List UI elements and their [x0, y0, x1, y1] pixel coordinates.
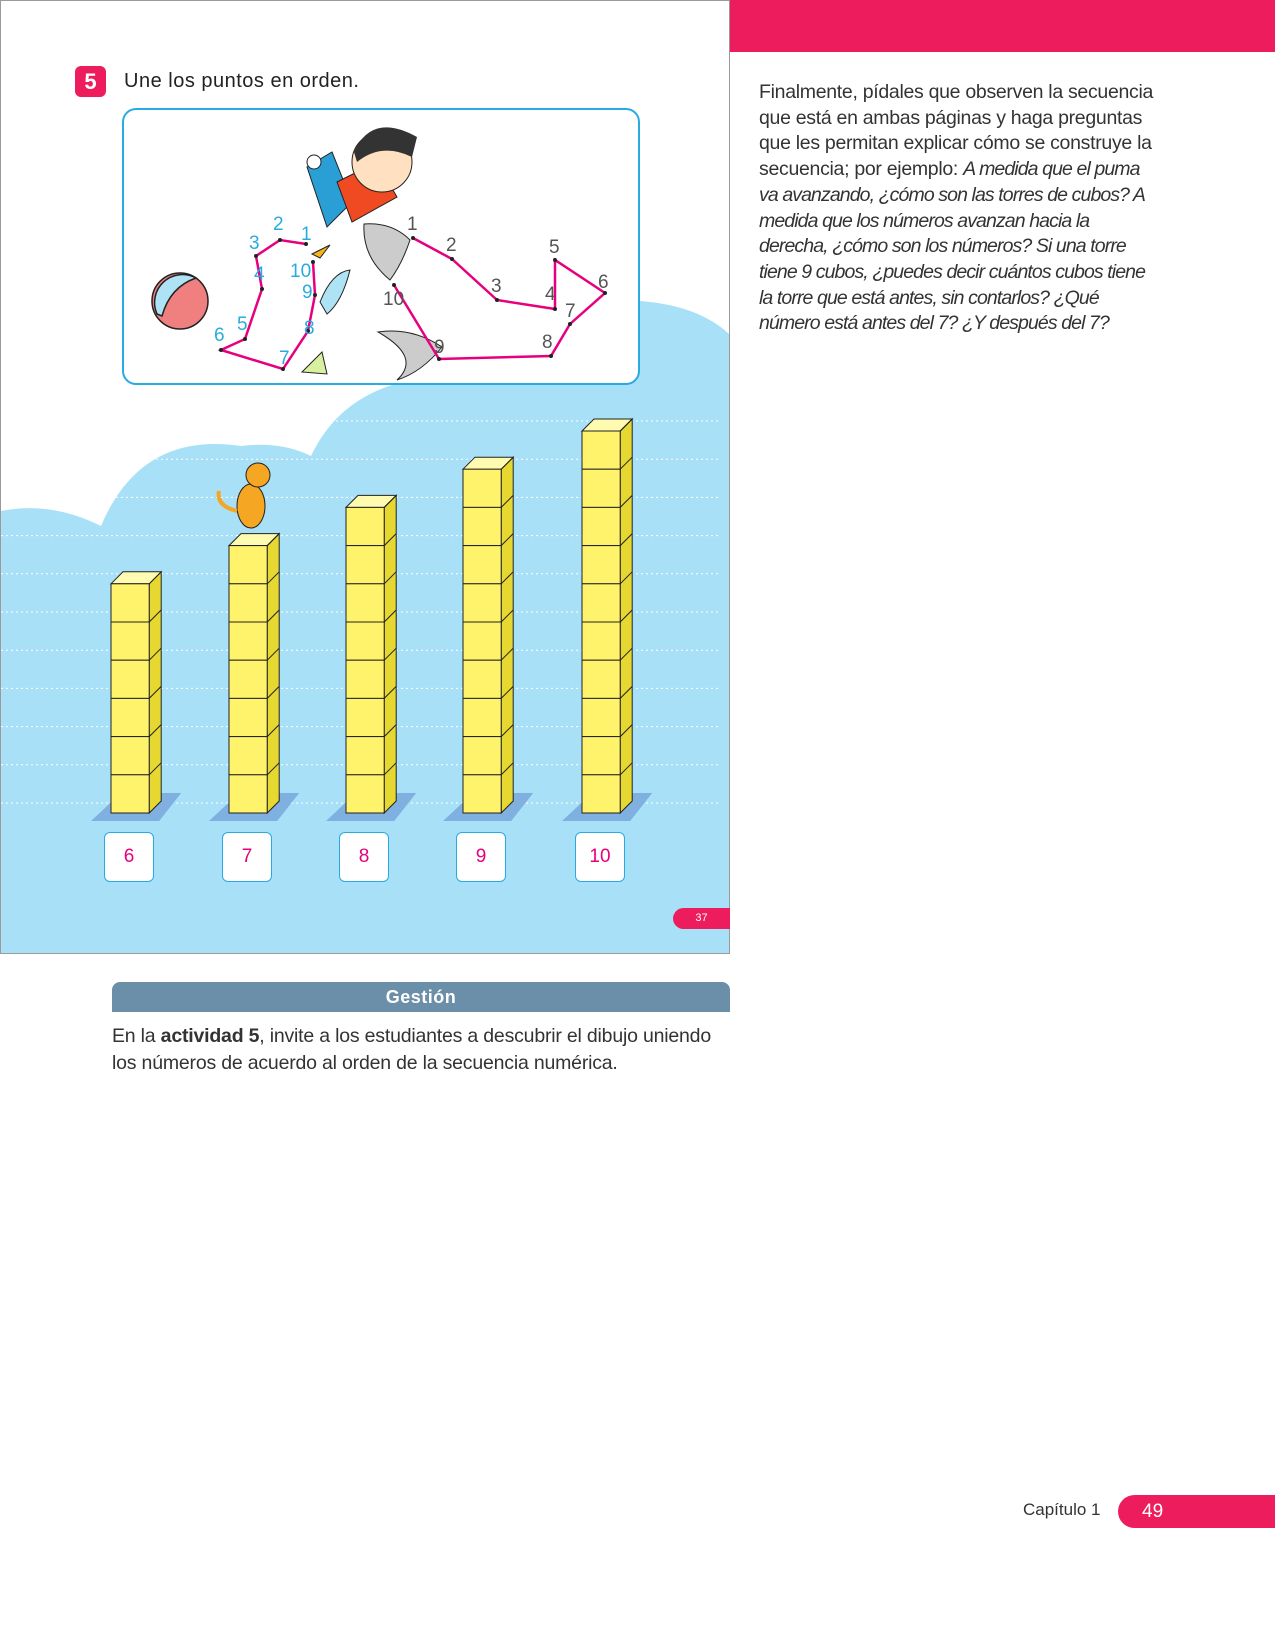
cube	[229, 622, 267, 660]
cube	[346, 584, 384, 622]
seal-dot	[553, 307, 557, 311]
penguin-dot	[260, 287, 264, 291]
header-accent-bar	[730, 0, 1275, 52]
cube	[582, 507, 620, 545]
cube	[463, 469, 501, 507]
cube	[229, 660, 267, 698]
seal-dot	[450, 257, 454, 261]
penguin-dot	[313, 293, 317, 297]
penguin-number-label: 1	[301, 224, 312, 245]
cube-tower	[209, 534, 299, 821]
seal-dot	[392, 283, 396, 287]
cube	[463, 546, 501, 584]
penguin-dot	[243, 337, 247, 341]
cube-tower	[326, 495, 416, 821]
cube	[463, 622, 501, 660]
exercise-instruction: Une los puntos en orden.	[124, 70, 360, 92]
guidance-plain-text: Finalmente, pídales que observen la secuencia que está en ambas páginas y haga preguntas que les permitan explicar cómo se construye la secuencia; por ejemplo:	[759, 81, 1154, 181]
cube	[582, 469, 620, 507]
puzzle-drawing	[124, 110, 642, 387]
cube	[229, 546, 267, 584]
ball-icon	[152, 273, 208, 329]
penguin-number-label: 3	[249, 233, 260, 254]
penguin-number-label: 7	[279, 348, 290, 369]
penguin-dot	[278, 238, 282, 242]
seal-dot	[553, 258, 557, 262]
tower-count-box: 7	[222, 832, 272, 882]
tower-count-box: 9	[456, 832, 506, 882]
penguin-dot	[219, 348, 223, 352]
cube	[346, 507, 384, 545]
cube	[463, 737, 501, 775]
exercise-number-badge: 5	[75, 66, 106, 97]
seal-dot	[411, 236, 415, 240]
dot-to-dot-puzzle	[122, 108, 640, 385]
seal-number-label: 9	[434, 337, 445, 358]
footer-page-number: 49	[1118, 1495, 1275, 1528]
puma-icon	[219, 463, 270, 528]
cube	[346, 737, 384, 775]
cube	[229, 775, 267, 813]
penguin-number-label: 8	[304, 318, 315, 339]
penguin-number-label: 5	[237, 314, 248, 335]
penguin-number-label: 4	[254, 264, 265, 285]
seal-number-label: 2	[446, 235, 457, 256]
boy-illustration-icon	[307, 127, 417, 227]
cube	[582, 546, 620, 584]
cube	[582, 698, 620, 736]
gestion-activity-ref: actividad 5	[160, 1025, 260, 1047]
seal-dot	[549, 354, 553, 358]
seal-number-label: 4	[545, 284, 556, 305]
cube	[111, 775, 149, 813]
cube	[111, 737, 149, 775]
seal-number-label: 7	[565, 301, 576, 322]
cube-tower	[562, 419, 652, 821]
cube	[582, 584, 620, 622]
cube-tower	[443, 457, 533, 821]
seal-number-label: 6	[598, 272, 609, 293]
chapter-label: Capítulo 1	[1023, 1500, 1101, 1519]
guidance-example-questions: A medida que el puma va avanzando, ¿cómo son las torres de cubos? A medida que los números avanzan hacia la derecha, ¿cómo son los números? Si una torre tiene 9 cubos, ¿puedes decir cuántos cubos tiene la torre que está antes, sin contarlos? ¿Qué número está antes del 7? ¿Y después del 7?	[759, 158, 1146, 335]
cube	[111, 622, 149, 660]
cube	[111, 660, 149, 698]
seal-number-label: 1	[407, 214, 418, 235]
cube	[463, 507, 501, 545]
tower-count-box: 6	[104, 832, 154, 882]
cube	[229, 698, 267, 736]
cube	[582, 775, 620, 813]
penguin-number-label: 2	[273, 214, 284, 235]
cube-tower	[91, 572, 181, 821]
gestion-text	[112, 1023, 732, 1077]
penguin-number-label: 6	[214, 325, 225, 346]
gestion-text-start: En la	[112, 1025, 161, 1047]
cube	[229, 737, 267, 775]
cube	[463, 775, 501, 813]
seal-dot	[495, 298, 499, 302]
seal-number-label: 10	[383, 289, 405, 310]
seal-dot	[568, 322, 572, 326]
cube	[346, 698, 384, 736]
penguin-dot	[254, 254, 258, 258]
penguin-number-label: 10	[290, 261, 312, 282]
cube	[229, 584, 267, 622]
seal-number-label: 5	[549, 237, 560, 258]
cube	[582, 431, 620, 469]
tower-count-box: 8	[339, 832, 389, 882]
tower-count-box: 10	[575, 832, 625, 882]
cube	[582, 660, 620, 698]
cube	[346, 546, 384, 584]
cube	[346, 622, 384, 660]
cube	[582, 622, 620, 660]
cube	[346, 775, 384, 813]
page-number-badge: 37	[673, 908, 730, 929]
penguin-number-label: 9	[302, 282, 313, 303]
penguin-connecting-line	[221, 240, 315, 369]
penguin-dot	[311, 260, 315, 264]
cube	[346, 660, 384, 698]
cube	[463, 698, 501, 736]
gestion-header: Gestión	[112, 982, 730, 1012]
cube	[111, 698, 149, 736]
seal-number-label: 8	[542, 332, 553, 353]
cube	[111, 584, 149, 622]
cube	[463, 660, 501, 698]
gestion-text-end: , invite a los estudiantes a descubrir el dibujo uniendo los números de acuerdo al orden de la secuencia numérica.	[112, 1025, 711, 1074]
seal-number-label: 3	[491, 276, 502, 297]
cube	[582, 737, 620, 775]
cube	[463, 584, 501, 622]
teacher-guidance-text	[759, 80, 1159, 337]
